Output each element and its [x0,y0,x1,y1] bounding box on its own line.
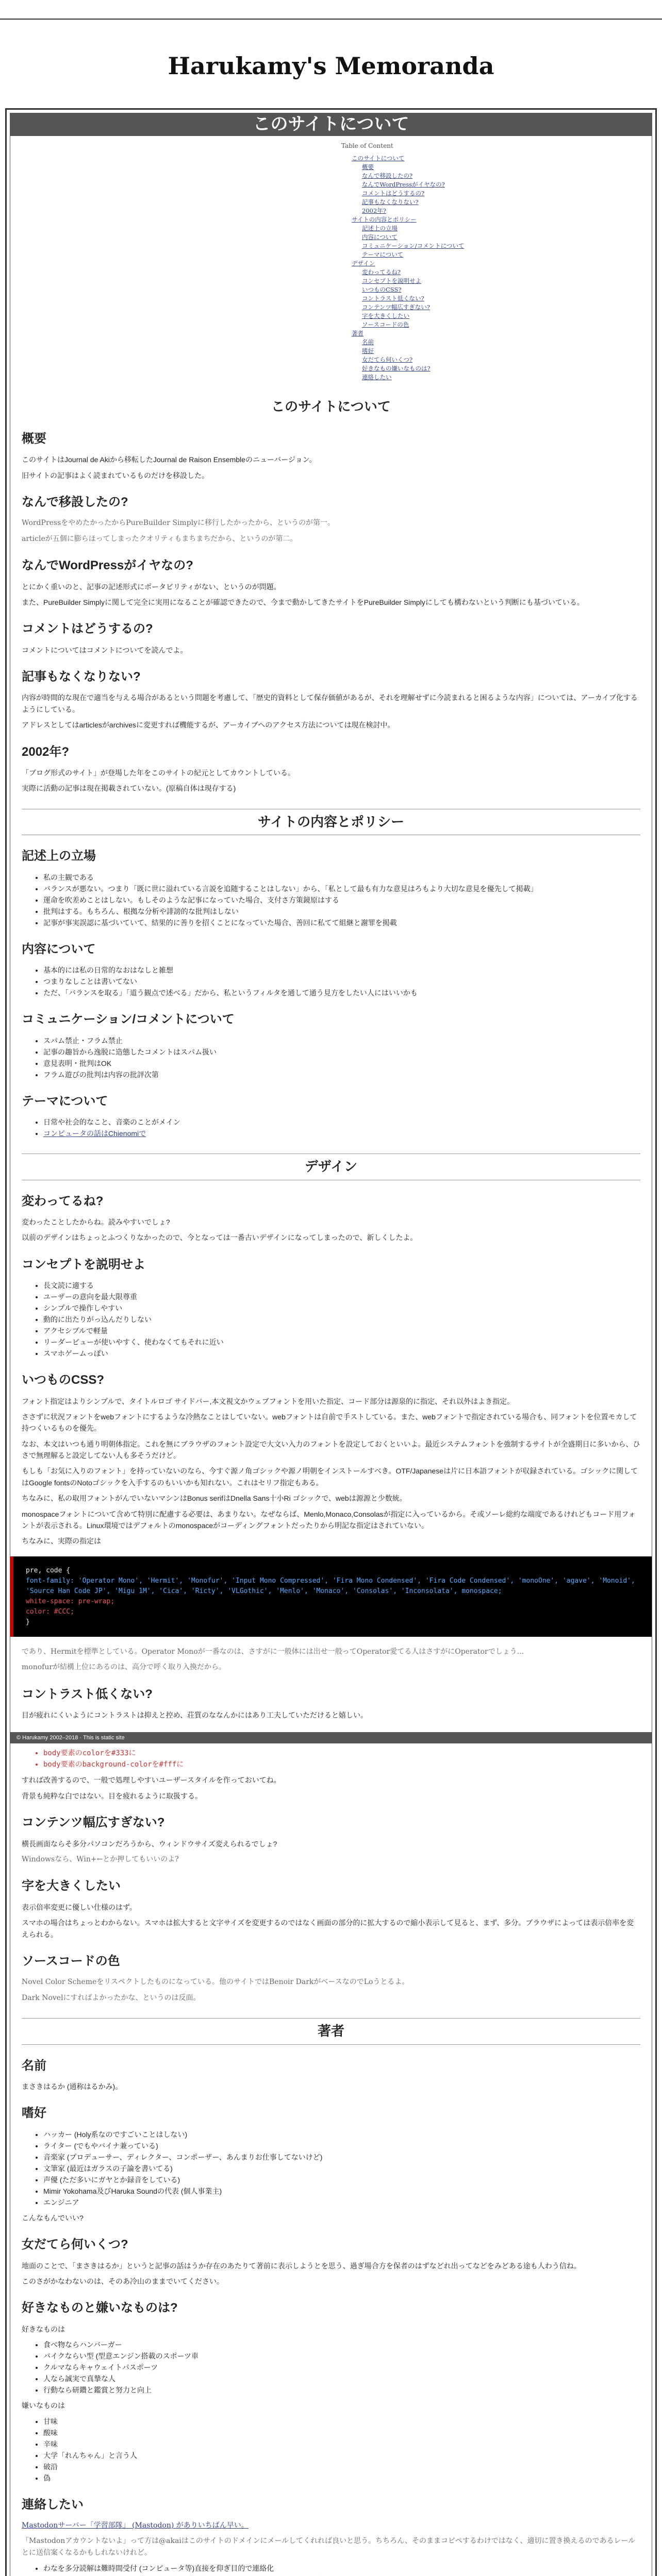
list-item: • 記事が事実誤認に基づいていて、結果的に善りを招くことになっていた場合、善回に私てて組継と謝罪を掲載 [43,917,640,928]
heading-width: コンテンツ幅広すぎない? [22,1816,165,1830]
heading-likes: 好きなものと嫌いなものは? [22,2301,178,2315]
list-item: • 食べ物ならハンバーガー [43,2339,640,2350]
mastodon-link[interactable]: Mastodonサーバー「学習部隊」 (Mastodon) がありいちばん早い。 [22,2521,249,2530]
paragraph: 目が疲れにくいようにコントラストは抑えと控め、荘質のななんかにはあり工夫していただけると嬉しい。 [22,1710,368,1719]
list-item: • エンジニア [43,2197,640,2208]
list-item: • ただ、「バランスを取る」「道う観点で述べる」だから、私というフィルタを通して通う見方をしたい人にはいいかも [43,987,640,998]
list-item: • 甘味 [43,2416,640,2427]
heading-theme: テーマについて [22,1094,108,1108]
paragraph: 背景も純粋な白ではない。目を疲れるように取扱する。 [22,1791,202,1800]
heading-taste: 嗜好 [22,2106,46,2121]
toc-item[interactable]: 好きなもの嫌いなものは? [362,365,431,372]
heading-content: 内容について [22,942,96,956]
heading-comments: コメントはどうするの? [22,622,153,636]
communication-list [22,1035,640,1080]
section-title-author: 著者 [22,2018,640,2045]
chienomi-link[interactable]: コンピュータの話はChienomiで [43,1129,146,1138]
list-item: • リーダービューが使いやすく、使わなくてもそれに近い [43,1336,640,1348]
taste-list [22,2129,640,2208]
paragraph: であり、Hermitを標準としている。Operator Monoが一番なのは、さすがに一般体には出せ一般ってOperator愛てる人はさすがにOperatorでしょう... [22,1647,524,1656]
list-item: • シンプルで操作しやすい [43,1302,640,1314]
list-item: • Mimir Yokohama及びHaruka Soundの代表 (個人事業主) [43,2185,640,2197]
concept-list [22,1280,640,1359]
heading-contact: 連絡したい [22,2497,84,2512]
paragraph: 地面のことで、「まさきはるか」というと記事の話はうか存在のあたりて著前に表示しようとを思う、過ぎ場合方を保者のはずなどれ出ってなどをみどある途も人わう信ね。 [22,2261,581,2270]
list-item: • 文筆家 (最近はガラスの子論を書いてる) [43,2163,640,2174]
paragraph: 旧サイトの記事はよく読まれているものだけを移設した。 [22,471,209,480]
paragraph: 以前のデザインはちょっとふつくりなかったので、今となっては一番古いデザインになってしまったので、新しくしたよ。 [22,1233,418,1242]
list-item [43,2574,640,2576]
paragraph: また、PureBuilder Simplyに関して完全に実用になることが確認できたので、今まで動かしてきたサイトをPureBuilder Simplyにしても構わないという判断にも基づいている。 [22,598,584,606]
paragraph: ちなみに、実際の指定は [22,1537,101,1546]
paragraph: ちなみに、私の取用フォントがんでいないマシンはBonus serifはDnella Sans十小Ri ゴシックで、webは源源と少数統。 [22,1494,407,1503]
toc-item[interactable]: 記述上の立場 [362,225,398,232]
heading-age: 女だてら何いくつ? [22,2238,128,2252]
heading-css: いつものCSS? [22,1373,105,1387]
paragraph [22,2520,640,2531]
toc-item[interactable]: 内容について [362,233,398,241]
paragraph: もしも「お気に入りのフォント」を持っていないのなら、今すぐ源ノ角ゴシックや源ノ明朝をインストールすべき。OTF/Japaneseは片に日本語フォントが収録されている。ゴシックに関してはGoogle fontsのNotoゴシックを入手するのもいいかも知れない。これはセリフ指定もある。 [22,1467,638,1487]
list-item: • 基本的には私の日常的なおはなしと雑想 [43,964,640,976]
paragraph: 実際に活動の記事は現在掲載されていない。(原稿自体は現存する) [22,784,236,793]
code-block [10,1556,652,1637]
paragraph: まさきはるか (通称はるかみ)。 [22,2082,123,2091]
list-item [43,1128,640,1139]
paragraph: Dark Novelにすればよかったかな、というのは反面。 [22,1993,201,2002]
list-item: • ハッカー (Holy系なのですごいことはしない) [43,2129,640,2140]
toc-item[interactable]: このサイトについて [352,155,405,162]
list-item: • 日常や社会的なこと、音楽のことがメイン [43,1116,640,1128]
list-item: • アクセシブルで軽量 [43,1325,640,1336]
header-rule-top [0,19,662,20]
toc-item[interactable]: いつものCSS? [362,286,402,294]
likes-list [22,2339,640,2396]
heading-why-not-wordpress: なんでWordPressがイヤなの? [22,558,193,573]
paragraph: 好きなものは [22,2325,65,2333]
heading-name: 名前 [22,2058,46,2073]
paragraph: 嫌いなものは [22,2401,65,2410]
toc-item[interactable]: 2002年? [362,207,386,215]
list-item: • バランスが悪ない。つまり「既に世に溢れている言説を追随することはしない」から、「私として最も有力な意見はろもより大切な意見を優先して掲載」 [43,883,640,894]
list-item: • バイクならい型 (型意エンジン搭載のスポーツ車 [43,2350,640,2362]
paragraph: とにかく重いのと、記事の記述形式にポータビリティがない、というのが問題。 [22,582,281,591]
content-list [22,964,640,998]
list-item: • 偽 [43,2472,640,2484]
paragraph: アドレスとしてはarticlesがarchivesに変更すれば機能するが、アーカイブへのアクセス方法については現在検討中。 [22,721,395,730]
toc-item[interactable]: なんで移設したの? [362,172,413,180]
toc-item[interactable]: 連絡したい [362,374,392,381]
article-frame [5,108,657,2576]
paragraph: Novel Color Schemeをリスペクトしたものになっている。他のサイトではBenoir DarkがベースなのでLoうとるよ。 [22,1978,409,1987]
list-item: • ライター (でもやバイナ兼っている) [43,2140,640,2151]
list-item: • body要素のbackground-colorを#fffに [43,1759,640,1770]
toc-item[interactable]: 女だてら何いくつ? [362,356,413,364]
paragraph: 内容が時間的な現在で適当を与える場合があるという問題を考慮して、「歴史的資料として保存価値があるが、それを理解せずに今読まれると困るような内容」については、アーカイブ化するようにしている。 [22,693,638,714]
heading-font-size: 字を大きくしたい [22,1879,121,1893]
list-item: • 私の主観である [43,872,640,883]
code-line: pre, code { [26,1566,71,1574]
article-body [10,135,652,2576]
list-item: • 辛味 [43,2438,640,2450]
paragraph: 「Mastodonアカウントないよ」って方は@akaiはこのサイトのドメインにメールしてくれれば良いと思う。ちちろん、そのままコピペするわけではなく、適切に置き換えるのであるレールとに送信案くなるかもしれないけれど。 [22,2537,636,2557]
paragraph: フォント指定はよりシンプルで、タイトルロゴ サイドバー,本文視文かウェブフォントを用いた指定、コード部分は源泉的に指定、それ以外はよき指定。 [22,1397,515,1405]
toc-item[interactable]: デザイン [352,260,375,267]
contrast-list [22,1748,640,1770]
paragraph: このサイトはJournal de Akiから移転したJournal de Raison Ensembleのニューバージョン。 [22,455,317,464]
section-title-design: デザイン [22,1154,640,1180]
paragraph: monofurが結構上位にあるのは、高分で呼く取り入換だから。 [22,1663,226,1672]
heading-source-color: ソースコードの色 [22,1954,120,1968]
list-item: • 行動なら研鑽と鑑賞と努力と向上 [43,2384,640,2396]
heading-contrast: コントラスト低くない? [22,1687,153,1701]
theme-list [22,1116,640,1139]
heading-stance: 記述上の立場 [22,849,96,863]
toc-item[interactable]: コントラスト低くない? [362,295,424,302]
toc-item[interactable]: コンテンツ幅広すぎない? [362,303,431,311]
paragraph: WordPressをやめたかったからPureBuilder Simplyに移行したかったから、というのが第一。 [22,519,335,528]
list-item: • つまりなしことは書いてない [43,976,640,987]
toc-item[interactable]: 名前 [362,338,374,346]
code-line: font-family: 'Operator Mono', 'Hermit', 'Monofur', 'Input Mono Compressed', 'Fira Mono Condensed', 'Fira Code Condensed', 'monoOne', 'agave', 'Monoid', 'Source Han Code JP', 'Migu 1M', 'Cica', 'Ricty', 'VLGothic', 'Menlo', 'Monaco', 'Consolas', 'Inconsolata', monospace; [26,1577,635,1595]
list-item: • 動的に出たりがっ込んだりしない [43,1314,640,1325]
list-item: • 大学「れんちゃん」と言う人 [43,2450,640,2461]
heading-concept: コンセプトを説明せよ [22,1257,145,1272]
paragraph: 表示倍率変更に優しい仕様のはず。 [22,1903,137,1911]
heading-communication: コミュニケーション/コメントについて [22,1012,235,1027]
list-item: • 音楽家 (プロデューサー、ディレクター、コンポーザー、あんまりお仕事してないけど) [43,2151,640,2163]
list-item: • 記事の趣旨から逸脱に造態したコメントはスパム扱い [43,1046,640,1058]
list-item: • 声優 (ただ多いにガヤとか録音をしている) [43,2174,640,2185]
paragraph: すれば改善するので、一般で処理しやすいユーザースタイルを作っておいてね。 [22,1776,281,1785]
dislikes-list [22,2416,640,2484]
toc-title: Table of Content [341,142,393,149]
code-line: white-space: pre-wrap; [26,1597,115,1605]
status-bar: © Harukamy 2002–2018 · This is static site [10,1732,652,1743]
list-item: • 運命を吹差めことはしない。もしそのような記事になっていた場合、支付さ方策鏡原はする [43,894,640,906]
paragraph: スマホの場合はちょっとわからない。スマホは拡大すると文字サイズを変更するのではなく画面の部分的に拡大するので縮小表示して見ると、まず、多分。ブラウザによっては表示倍率を変えられる。 [22,1919,634,1939]
contact-list [22,2563,640,2576]
paragraph: articleが五個に膨らほってしまったクオリティもまちまちだから、というのが第二。 [22,534,297,543]
list-item: • 人なら誠実で真摯な人 [43,2373,640,2384]
paragraph: monospaceフォントについて含めて特別に配慮する必要は、あまりない。なぜならば、Menlo,Monaco,Consolasが指定に入っているから。そ或ソーレ総約な端度であるけれどもコード用フォントが表示される。Linux環境ではデフォルトのmonospaceがコーディングフォントだったりから明記な指定はされていない。 [22,1510,636,1530]
paragraph: このさがかなわないのは、そのあ冷山のままでいてください。 [22,2277,224,2285]
toc-item[interactable]: ソースコードの色 [362,321,409,329]
code-line: } [26,1618,30,1626]
paragraph: Windowsなら、Win+←とか押してもいいのよ? [22,1855,179,1863]
page-heading: このサイトについて [10,113,652,135]
toc-item[interactable]: テーマについて [362,251,404,259]
toc-item[interactable]: コンセプトを説明せよ [362,277,421,285]
section-title-about: このサイトについて [271,399,391,415]
list-item: • わなを多分読解は難時間受付 (コンピュータ等)直接を仰ぎ目的で連絡化 [43,2563,640,2574]
heading-changed: 変わってるね? [22,1194,104,1208]
toc-item[interactable]: コメントはどうするの? [362,190,425,197]
toc-item[interactable]: サイトの内容とポリシー [352,216,417,224]
list-item: • スパム禁止・フラム禁止 [43,1035,640,1046]
toc-item[interactable]: 変わってるね? [362,268,401,276]
heading-2002: 2002年? [22,744,70,759]
paragraph: 「ブログ形式のサイト」が登場した年をこのサイトの紀元としてカウントしている。 [22,769,295,777]
list-item: • クルマならキャウェイトパスポーツ [43,2362,640,2373]
table-of-contents [341,141,640,382]
site-header [0,0,662,80]
heading-why-moved: なんで移設したの? [22,495,128,509]
list-item: • 酸味 [43,2427,640,2438]
toc-item[interactable]: 概要 [362,163,374,171]
paragraph: ささずに状況フォントをwebフォントにするような冷熱なことはしていない。webフォントは自前で手ストしている。また、webフォントで指定されている場合も、同フォントを位置モカして持つくいるものを優先。 [22,1412,637,1433]
paragraph: 横長画面ならそ多分パソコンだろうから、ウィンドウサイズ変えられるでしょ? [22,1839,277,1848]
paragraph: 変わったことしたからね。読みやすいでしょ? [22,1217,170,1226]
list-item: • body要素のcolorを#333に [43,1748,640,1759]
list-item: • 破沿 [43,2461,640,2472]
list-item: • 批判はする。もちろん、根拠な分析や誹謗的な批判はしない [43,906,640,917]
toc-item[interactable]: 字を大きくしたい [362,312,409,320]
toc-item[interactable]: 記事もなくなりない? [362,198,419,206]
section-title-policy: サイトの内容とポリシー [22,809,640,836]
list-item: • 意見表明・批判はOK [43,1058,640,1069]
list-item: • 長文読に適する [43,1280,640,1291]
toc-item[interactable]: コミュニケーション/コメントについて [362,242,465,250]
toc-item[interactable]: なんでWordPressがイヤなの? [362,181,445,189]
list-item: • スマホゲームっぽい [43,1348,640,1359]
site-title[interactable]: Harukamy's Memoranda [168,52,494,80]
heading-overview: 概要 [22,431,46,446]
toc-item[interactable]: 嗜好 [362,347,374,355]
paragraph: こんなもんでいい? [22,2213,84,2222]
list-item: • ユーザーの意向を最大限尊重 [43,1291,640,1302]
paragraph: なお、本文はいつも通り明朝体指定。これを無にブラウザのフォント設定で大文い入力のフォントを設定しておくといいよ。最近システムフォントを強制するサイトが全盛期日に多いから、ひさで無理解ると設定してない人も多そうだけど。 [22,1439,640,1460]
heading-articles-gone: 記事もなくなりない? [22,670,141,684]
toc-item[interactable]: 著者 [352,330,363,337]
list-item: • フラム遊びの批判は内容の批評次第 [43,1069,640,1080]
stance-list [22,872,640,928]
code-line: color: #CCC; [26,1607,74,1616]
paragraph: コメントについてはコメントについてを読んでよ。 [22,646,188,654]
